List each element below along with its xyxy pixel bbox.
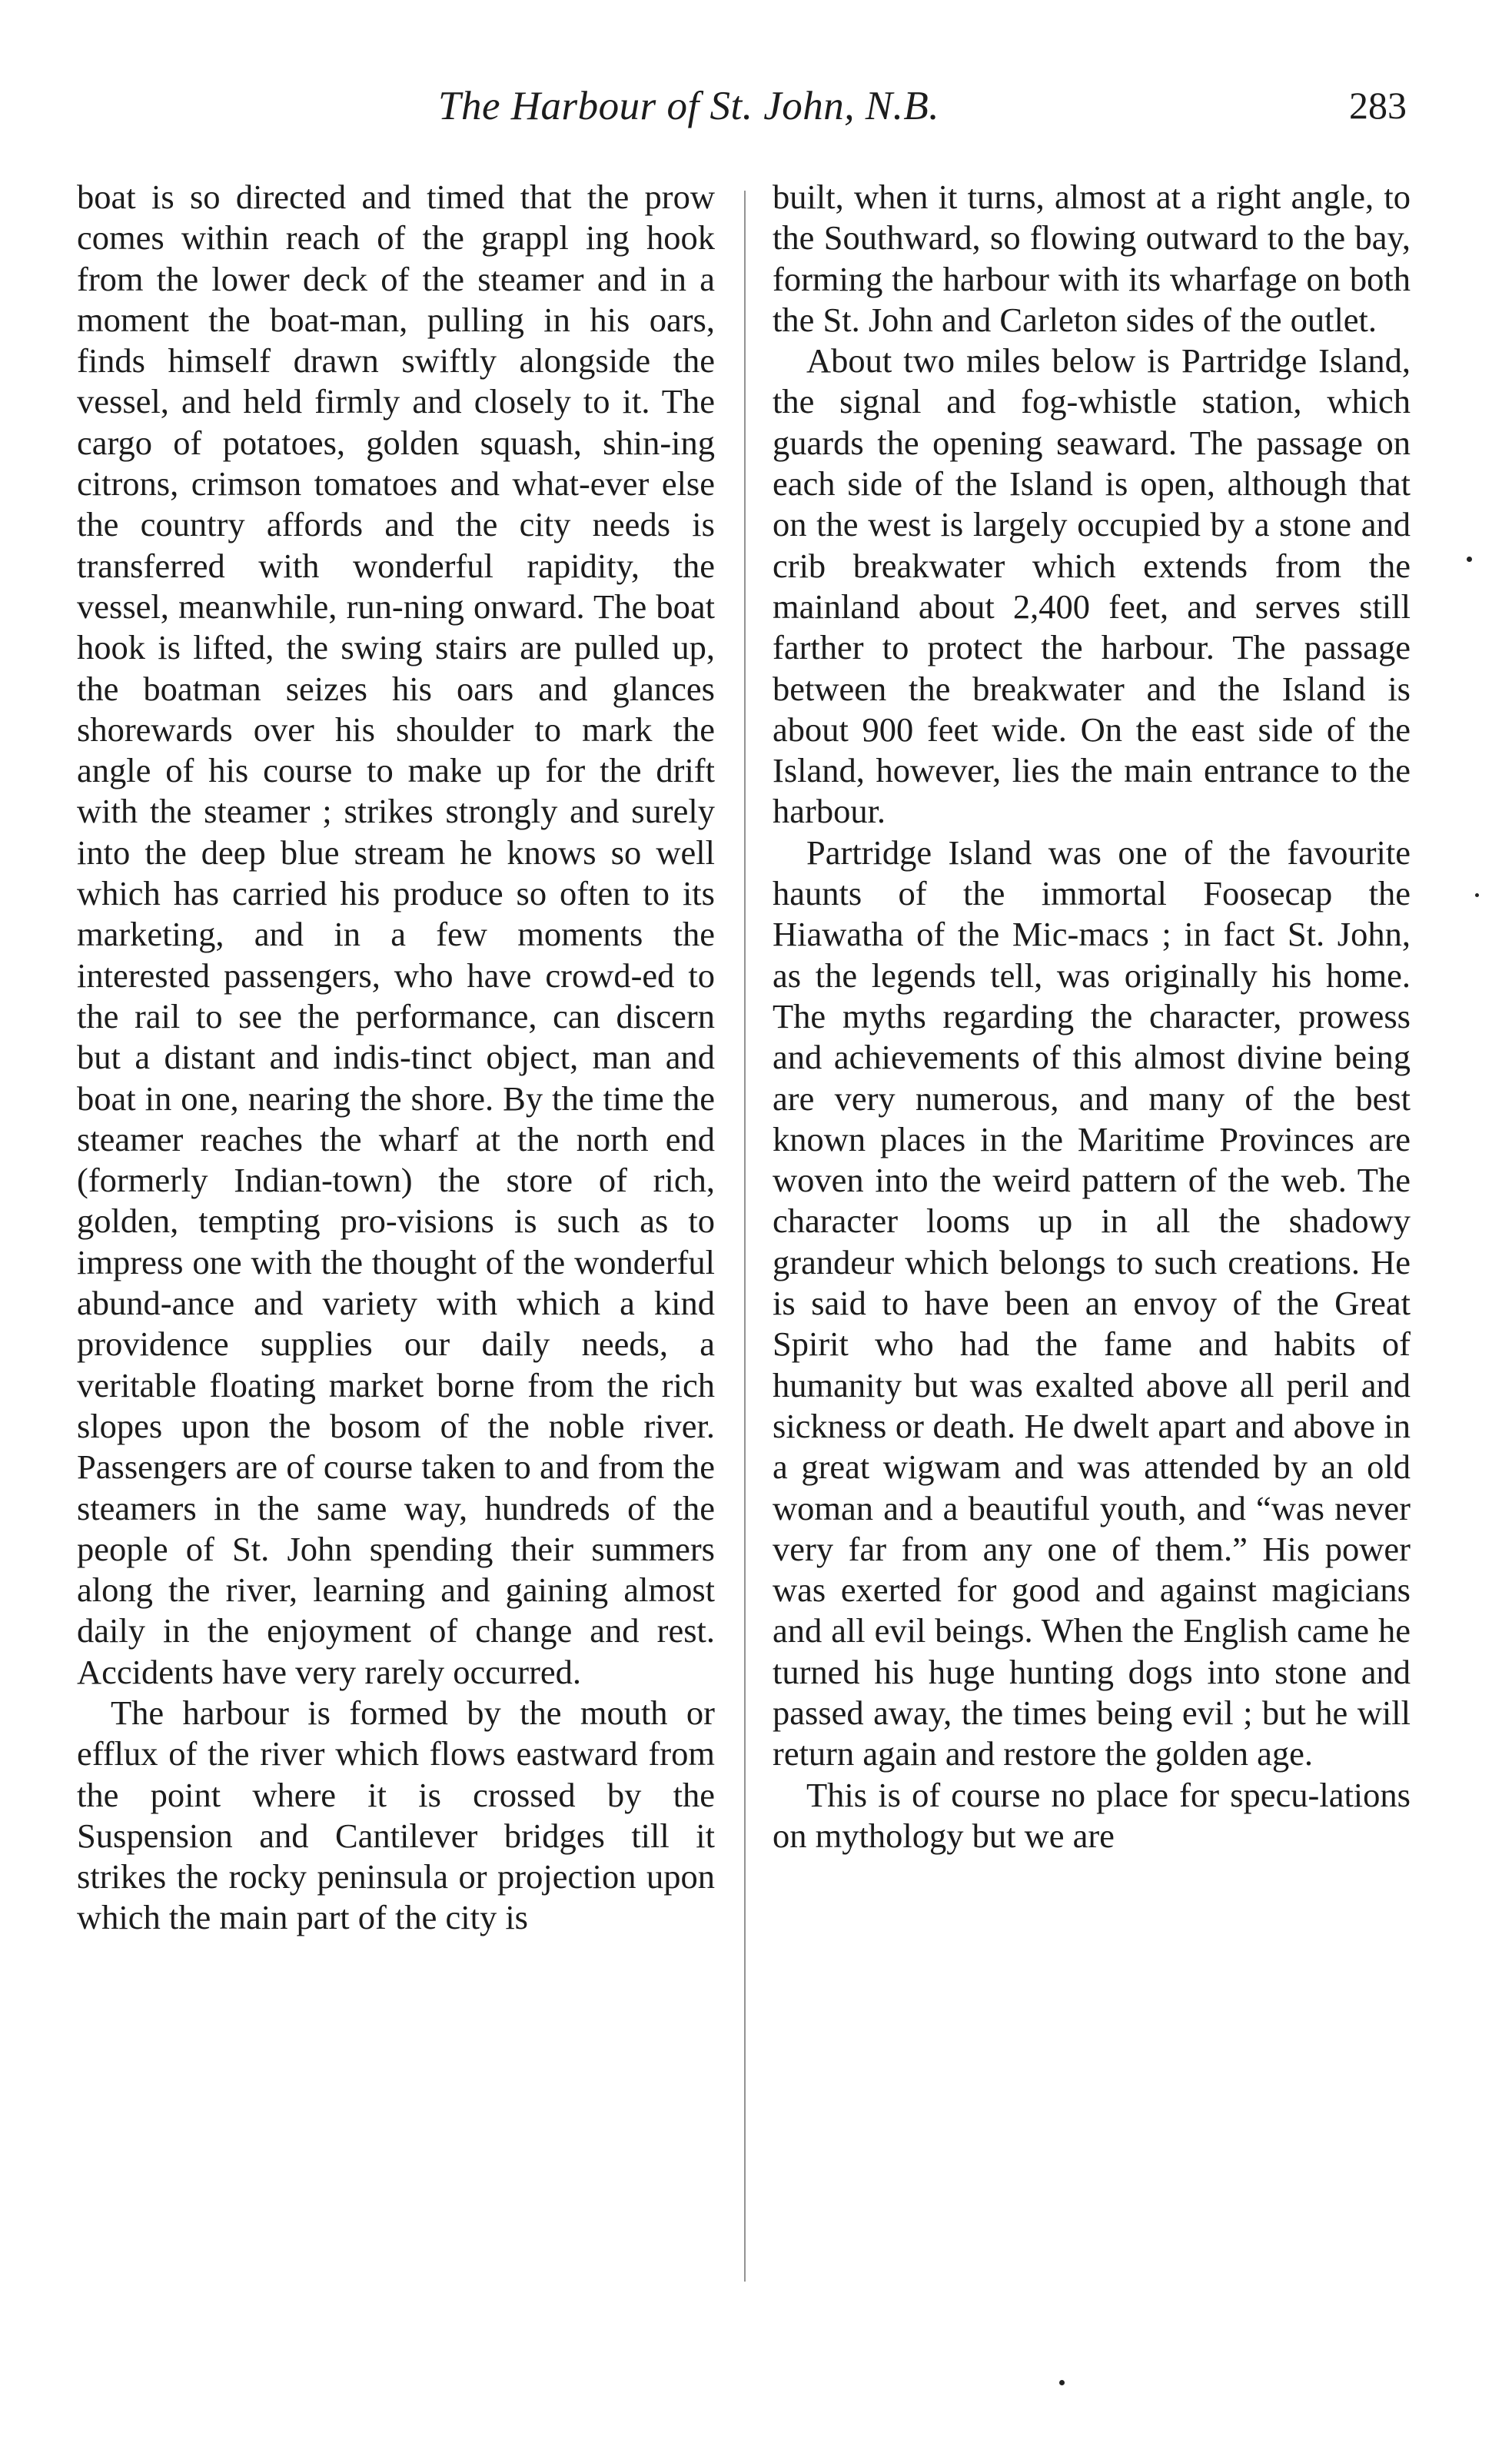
right-paragraph-2: About two miles below is Partridge Island, the signal and fog-whistle station, which guards the opening seaward. The passage on each side of the Island is open, although that on the west is largely occupied by a stone and crib breakwater which extends from the mainland about 2,400 feet, and serves still farther to protect the harbour. The passage between the breakwater and the Island is about 900 feet wide. On the east side of the Island, however, lies the main entrance to the harbour. [773, 341, 1411, 831]
left-paragraph-2: The harbour is formed by the mouth or efflux of the river which flows eastward from the point where it is crossed by the Suspension and Cantilever bridges till it strikes the rocky peninsula or projection upon which the main part of the city is [77, 1693, 715, 1937]
right-paragraph-4: This is of course no place for specu-lations on mythology but we are [773, 1775, 1411, 1855]
ink-speck [1467, 557, 1472, 562]
running-title: The Harbour of St. John, N.B. [438, 84, 939, 128]
right-paragraph-1: built, when it turns, almost at a right angle, to the Southward, so flowing outward to the bay, forming the harbour with its wharfage on both the St. John and Carleton sides of the outlet. [773, 178, 1411, 339]
right-column [773, 177, 1411, 1856]
right-paragraph-3: Partridge Island was one of the favourite haunts of the immortal Foosecap the Hiawatha of the Mic-macs ; in fact St. John, as the legends tell, was originally his home. The myths regarding the character, prowess and achievements of this almost divine being are very numerous, and many of the best known places in the Maritime Provinces are woven into the weird pattern of the web. The character looms up in all the shadowy grandeur which belongs to such creations. He is said to have been an envoy of the Great Spirit who had the fame and habits of humanity but was exalted above all peril and sickness or death. He dwelt apart and above in a great wigwam and was attended by an old woman and a beautiful youth, and “was never very far from any one of them.” His power was exerted for good and against magicians and all evil beings. When the English came he turned his huge hunting dogs into stone and passed away, the times being evil ; but he will return again and restore the golden age. [773, 833, 1411, 1773]
page-number: 283 [1349, 84, 1407, 127]
left-paragraph-1: boat is so directed and timed that the prow comes within reach of the grappl ing hook from the lower deck of the steamer and in a moment the boat-man, pulling in his oars, finds himself drawn swiftly alongside the vessel, and held firmly and closely to it. The cargo of potatoes, golden squash, shin-ing citrons, crimson tomatoes and what-ever else the country affords and the city needs is transferred with wonderful rapidity, the vessel, meanwhile, run-ning onward. The boat hook is lifted, the swing stairs are pulled up, the boatman seizes his oars and glances shorewards over his shoulder to mark the angle of his course to make up for the drift with the steamer ; strikes strongly and surely into the deep blue stream he knows so well which has carried his produce so often to its marketing, and in a few moments the interested passengers, who have crowd-ed to the rail to see the performance, can discern but a distant and indis-tinct object, man and boat in one, nearing the shore. By the time the steamer reaches the wharf at the north end (formerly Indian-town) the store of rich, golden, tempting pro-visions is such as to impress one with the thought of the wonderful abund-ance and variety with which a kind providence supplies our daily needs, a veritable floating market borne from the rich slopes upon the bosom of the noble river. Passengers are of course taken to and from the steamers in the same way, hundreds of the people of St. John spending their summers along the river, learning and gaining almost daily in the enjoyment of change and rest. Accidents have very rarely occurred. [77, 178, 715, 1691]
ink-speck [1475, 893, 1479, 897]
ink-speck [1059, 2380, 1065, 2385]
column-divider [744, 191, 746, 2282]
left-column [77, 177, 715, 1939]
running-head [0, 83, 1512, 145]
